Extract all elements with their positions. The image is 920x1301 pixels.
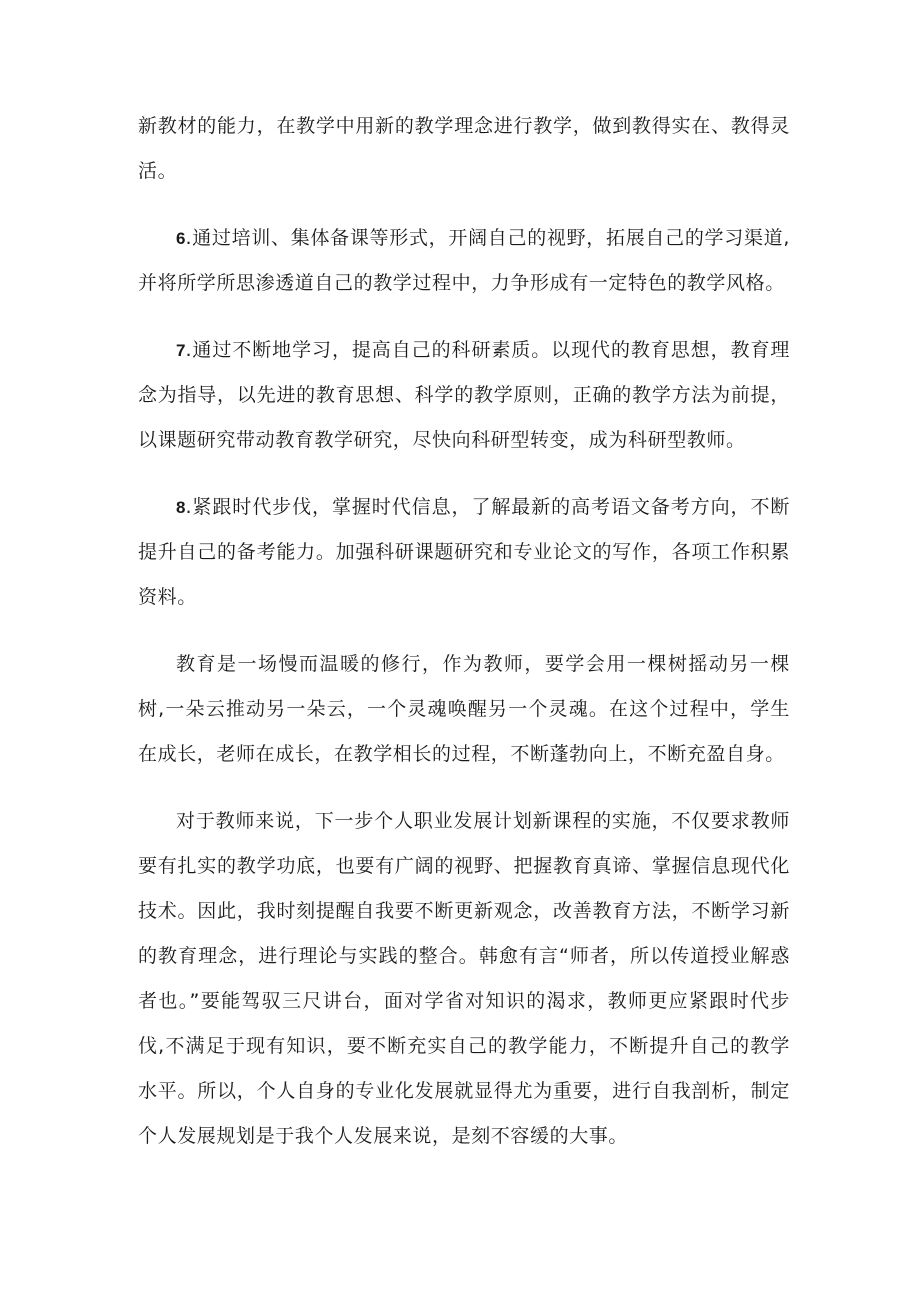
paragraph-continuation [138, 104, 790, 194]
paragraph-text: .紧跟时代步伐，掌握时代信息，了解最新的高考语文备考方向，不断提升自己的备考能力。加强科研课题研究和专业论文的写作，各项工作积累资料。 [138, 496, 790, 608]
list-item-6 [138, 216, 790, 306]
list-item-8 [138, 485, 790, 620]
document-body [138, 104, 790, 1181]
paragraph-text: .通过不断地学习，提高自己的科研素质。以现代的教育思想，教育理念为指导，以先进的教育思想、科学的教学原则，正确的教学方法为前提，以课题研究带动教育教学研究，尽快向科研型转变，成为科研型教师。 [138, 339, 790, 451]
paragraph-text: 新教材的能力，在教学中用新的教学理念进行教学，做到教得实在、教得灵活。 [138, 115, 790, 182]
list-number: 8 [176, 498, 186, 517]
list-item-7 [138, 328, 790, 463]
paragraph-text: 教育是一场慢而温暖的修行，作为教师，要学会用一棵树摇动另一棵树,一朵云推动另一朵云，一个灵魂唤醒另一个灵魂。在这个过程中，学生在成长，老师在成长，在教学相长的过程，不断蓬勃向上，不断充盈自身。 [138, 653, 790, 765]
paragraph-text: 对于教师来说，下一步个人职业发展计划新课程的实施，不仅要求教师要有扎实的教学功底，也要有广阔的视野、把握教育真谛、掌握信息现代化技术。因此，我时刻提醒自我要不断更新观念，改善教育方法，不断学习新的教育理念，进行理论与实践的整合。韩愈有言“师者，所以传道授业解惑者也。”要能驾驭三尺讲台，面对学省对知识的渴求，教师更应紧跟时代步伐,不满足于现有知识，要不断充实自己的教学能力，不断提升自己的教学水平。所以，个人自身的专业化发展就显得尤为重要，进行自我剖析，制定个人发展规划是于我个人发展来说，是刻不容缓的大事。 [138, 810, 790, 1147]
paragraph-education [138, 642, 790, 777]
paragraph-conclusion [138, 799, 790, 1159]
paragraph-text: .通过培训、集体备课等形式，开阔自己的视野，拓展自己的学习渠道,并将所学所思渗透道自己的教学过程中，力争形成有一定特色的教学风格。 [138, 227, 790, 294]
list-number: 6 [176, 229, 186, 248]
list-number: 7 [176, 341, 186, 360]
